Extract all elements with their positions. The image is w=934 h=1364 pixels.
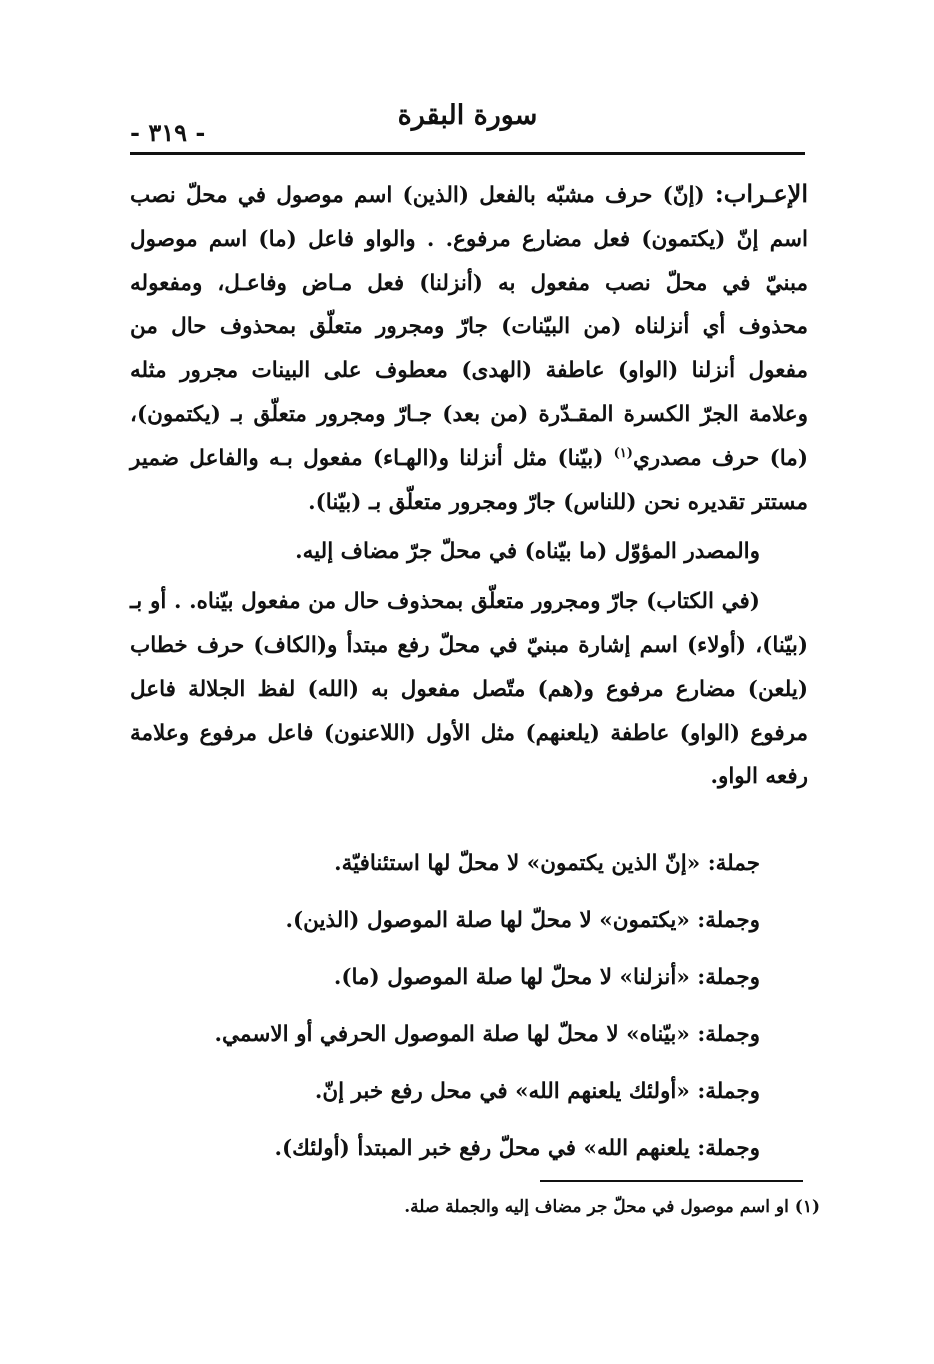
sentence-item: وجملة: «أولئك يلعنهم الله» في محل رفع خبر إنّ. bbox=[314, 1079, 760, 1104]
sentence-item: وجملة: «بيّناه» لا محلّ لها صلة الموصول الحرفي أو الاسمي. bbox=[214, 1022, 760, 1047]
sentence-item: وجملة: يلعنهم الله» في محلّ رفع خبر المبتدأ (أولئك). bbox=[274, 1136, 760, 1161]
footnote-rule bbox=[540, 1180, 803, 1182]
irab-text-1b: (بيّنا) مثل أنزلنا و(الهـاء) مفعول بـه والفاعل ضمير مستتر تقديره نحن (للناس) جارّ ومجرور متعلّق بـ (بيّنا). bbox=[130, 445, 808, 515]
page-header bbox=[130, 96, 805, 156]
page-number: - ٣١٩ - bbox=[130, 118, 206, 147]
irab-paragraph-3: (في الكتاب) جارّ ومجرور متعلّق بمحذوف حال من مفعول بيّناه. . أو بـ (بيّنا)، (أولاء) اسم إشارة مبنيّ في محلّ رفع مبتدأ و(الكاف) حرف خطاب (يلعن) مضارع مرفوع و(هم) متّصل مفعول به (الله) لفظ الجلالة فاعل مرفوع (الواو) عاطفة (يلعنهم) مثل الأول (اللاعنون) فاعل مرفوع وعلامة رفعه الواو. bbox=[130, 589, 808, 790]
irab-paragraph-1 bbox=[130, 172, 808, 524]
footnote: (١) او اسم موصول في محلّ جر مضاف إليه والجملة صلة. bbox=[404, 1197, 820, 1217]
sentences-list bbox=[130, 844, 760, 1186]
irab-label: الإعـراب: bbox=[714, 179, 808, 208]
sentence-item: وجملة: «يكتمون» لا محلّ لها صلة الموصول (الذين). bbox=[285, 908, 760, 933]
surah-title: سورة البقرة bbox=[397, 100, 538, 131]
sentence-item: وجملة: «أنزلنا» لا محلّ لها صلة الموصول (ما). bbox=[333, 965, 760, 990]
header-rule bbox=[130, 152, 805, 155]
irab-paragraph-2: والمصدر المؤوّل (ما بيّناه) في محلّ جرّ مضاف إليه. bbox=[295, 539, 760, 565]
irab-section bbox=[130, 172, 808, 799]
footnote-ref: (١) bbox=[613, 445, 633, 461]
irab-text-1a: (إنّ) حرف مشبّه بالفعل (الذين) اسم موصول في محلّ نصب اسم إنّ (يكتمون) فعل مضارع مرفوع. . والواو فاعل (ما) اسم موصول مبنيّ في محلّ نصب مفعول به (أنزلنا) فعل مـاض وفاعـل، ومفعوله محذوف أي أنزلناه (من البيّنات) جارّ ومجرور متعلّق بمحذوف حال من مفعول أنزلنا (الواو) عاطفة (الهدى) معطوف على البينات مجرور مثله وعلامة الجرّ الكسرة المقـدّرة (من بعد) جـارّ ومجرور متعلّق بـ (يكتمون)، (ما) حرف مصدري bbox=[130, 183, 808, 471]
sentence-item: جملة: «إنّ الذين يكتمون» لا محلّ لها استئنافيّة. bbox=[334, 851, 760, 876]
